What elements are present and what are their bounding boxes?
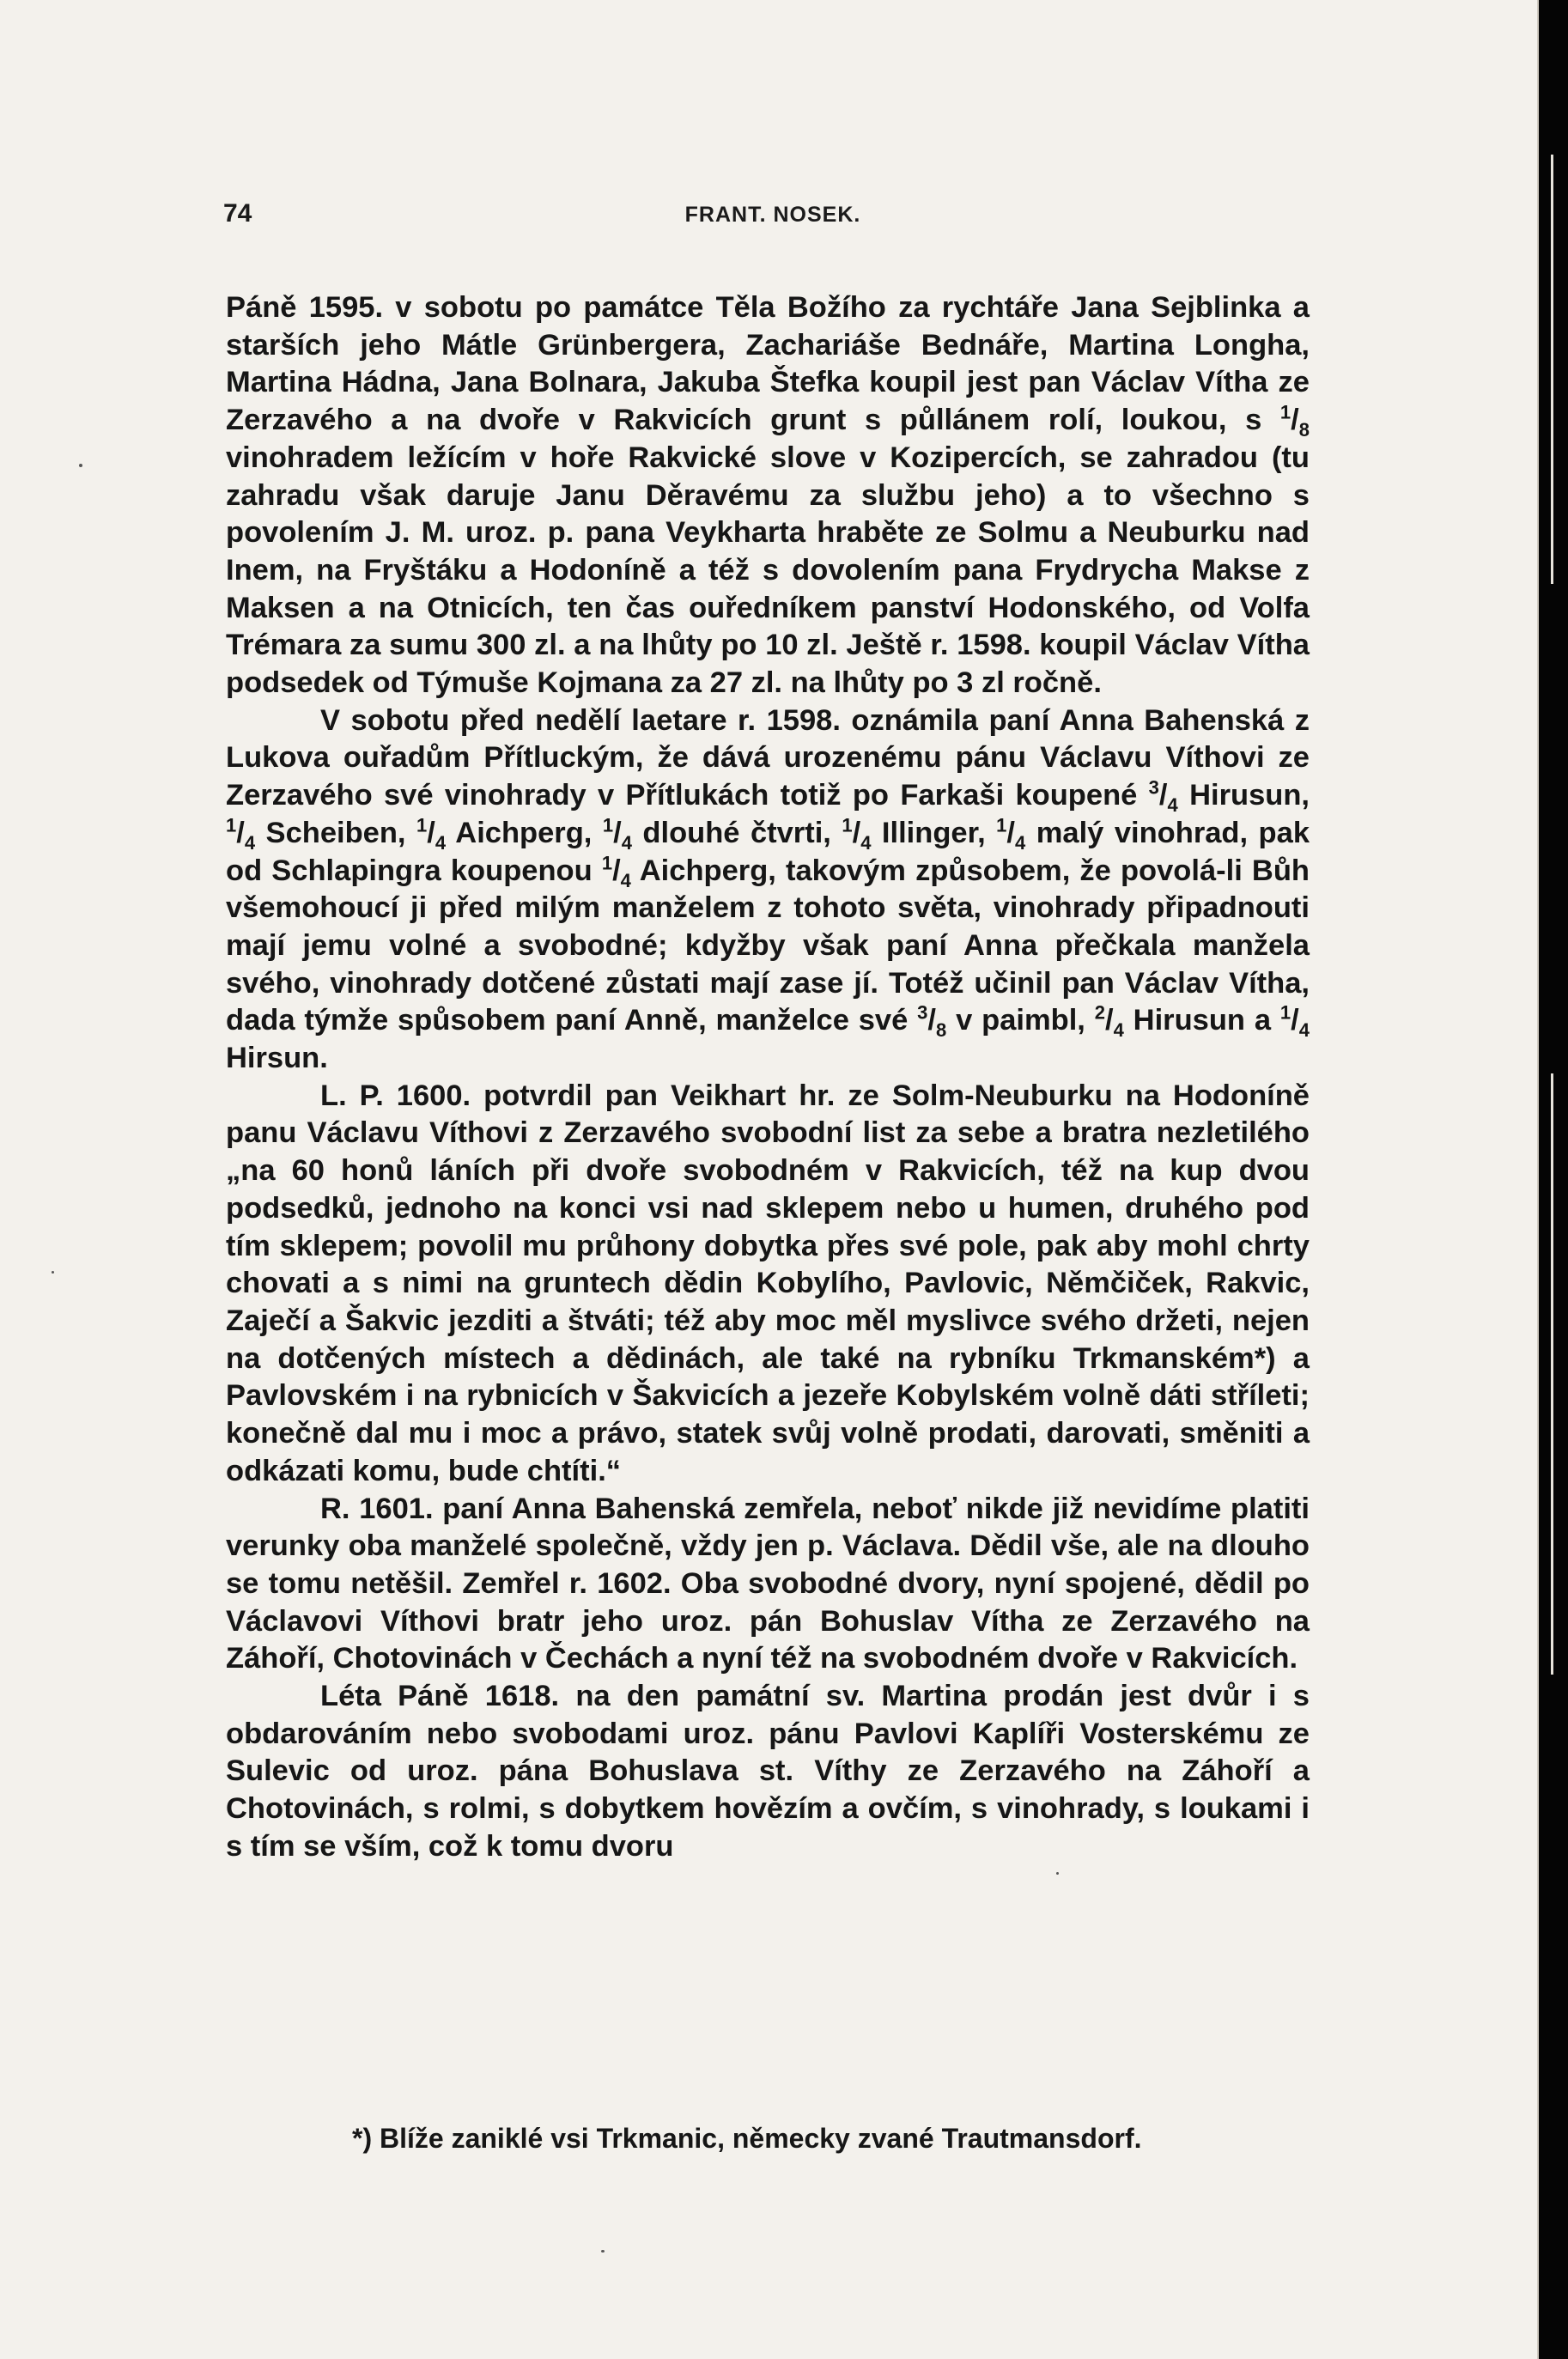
scan-edge-mark — [1551, 155, 1553, 584]
scan-speck — [601, 2250, 605, 2253]
paragraph-5: Léta Páně 1618. na den památní sv. Martina prodán jest dvůr i s obdarováním nebo svobodami uroz. pánu Pavlovi Kaplíři Vosterskému ze Sulevic od uroz. pána Bohuslava st. Víthy ze Zerzavého na Záhoří a Chotovinách, s rolmi, s dobytkem hovězím a ovčím, s vinohrady, s loukami i s tím se vším, což k tomu dvoru — [226, 1680, 1310, 1863]
paragraph-3: L. P. 1600. potvrdil pan Veikhart hr. ze Solm-Neuburku na Hodoníně panu Václavu Víthovi z Zerzavého svobodní list za sebe a bratra nezletilého „na 60 honů láních při dvoře svobodném v Rakvicích, též na kup dvou podsedků, jednoho na konci vsi nad sklepem nebo u humen, druhého pod tím sklepem; povolil mu průhony dobytka přes své pole, pak aby mohl chrty chovati a s nimi na gruntech dědin Kobylího, Pavlovic, Němčiček, Rakvic, Zaječí a Šakvic jezditi a štváti; též aby moc měl myslivce svého držeti, nejen na dotčených místech a dědinách, ale také na rybníku Trkmanském*) a Pavlovském i na rybnicích v Šakvicích a jezeře Kobylském volně dáti stříleti; konečně dal mu i moc a právo, statek svůj volně prodati, darovati, směniti a odkázati komu, bude chtíti.“ — [226, 1079, 1310, 1487]
footnote: *) Blíže zaniklé vsi Trkmanic, německy zvané Trautmansdorf. — [352, 2123, 1142, 2154]
paragraph-2: V sobotu před nedělí laetare r. 1598. oznámila paní Anna Bahenská z Lukova ouřadům Přítluckým, že dává urozenému pánu Václavu Víthovi ze Zerzavého své vinohrady v Přítlukách totiž po Farkaši koupené $^3/_4$ Hirusun, $^1/_4$ Scheiben, $^1/_4$ Aichperg, $^1/_4$ dlouhé čtvrti, $^1/_4$ Illinger, $^1/_4$ malý vinohrad, pak od Schlapingra koupenou $^1/_4$ Aichperg, takovým způsobem, že povolá-li Bůh všemohoucí ji před milým manželem z tohoto světa, vinohrady připadnouti mají jemu volné a svobodné; kdyžby však paní Anna přečkala manžela svého, vinohrady dotčené zůstati mají zase jí. Totéž učinil pan Václav Vítha, dada týmže spůsobem paní Anně, manželce své $^3/_8$ v paimbl, $^2/_4$ Hirusun a $^1/_4$ Hirsun. — [226, 703, 1310, 1075]
paragraph-1: Páně 1595. v sobotu po památce Těla Božího za rychtáře Jana Sejblinka a starších jeho Mátle Grünbergera, Zachariáše Bednáře, Martina Longha, Martina Hádna, Jana Bolnara, Jakuba Štefka koupil jest pan Václav Vítha ze Zerzavého a na dvoře v Rakvicích grunt s půllánem rolí, loukou, s $^1/_8$ vinohradem ležícím v hoře Rakvické slove v Kozipercích, se zahradou (tu zahradu však daruje Janu Děravému za službu jeho) a to všechno s povolením J. M. uroz. p. pana Veykharta hraběte ze Solmu a Neuburku nad Inem, na Fryštáku a Hodoníně a též s dovolením pana Frydrycha Makse z Maksen a na Otnicích, ten čas ouředníkem panství Hodonského, od Volfa Trémara za sumu 300 zl. a na lhůty po 10 zl. Ještě r. 1598. koupil Václav Vítha podsedek od Týmuše Kojmana za 27 zl. na lhůty po 3 zl ročně. — [226, 291, 1310, 700]
scan-edge-mark — [1551, 1073, 1553, 1675]
paragraph-4: R. 1601. paní Anna Bahenská zemřela, neboť nikde již nevidíme platiti verunky oba manželé společně, vždy jen p. Václava. Dědil vše, ale na dlouho se tomu netěšil. Zemřel r. 1602. Oba svobodné dvory, nyní spojené, dědil po Václavovi Víthovi bratr jeho uroz. pán Bohuslav Vítha ze Zerzavého na Záhoří, Chotovinách v Čechách a nyní též na svobodném dvoře v Rakvicích. — [226, 1492, 1310, 1675]
scan-edge — [1539, 0, 1568, 2359]
page-number: 74 — [223, 199, 252, 228]
scan-speck — [1056, 1872, 1059, 1875]
page-header — [223, 199, 1322, 234]
scan-speck — [52, 1271, 54, 1274]
body-text — [226, 289, 1310, 1866]
scan-speck — [79, 464, 82, 467]
running-head: FRANT. NOSEK. — [684, 203, 861, 227]
